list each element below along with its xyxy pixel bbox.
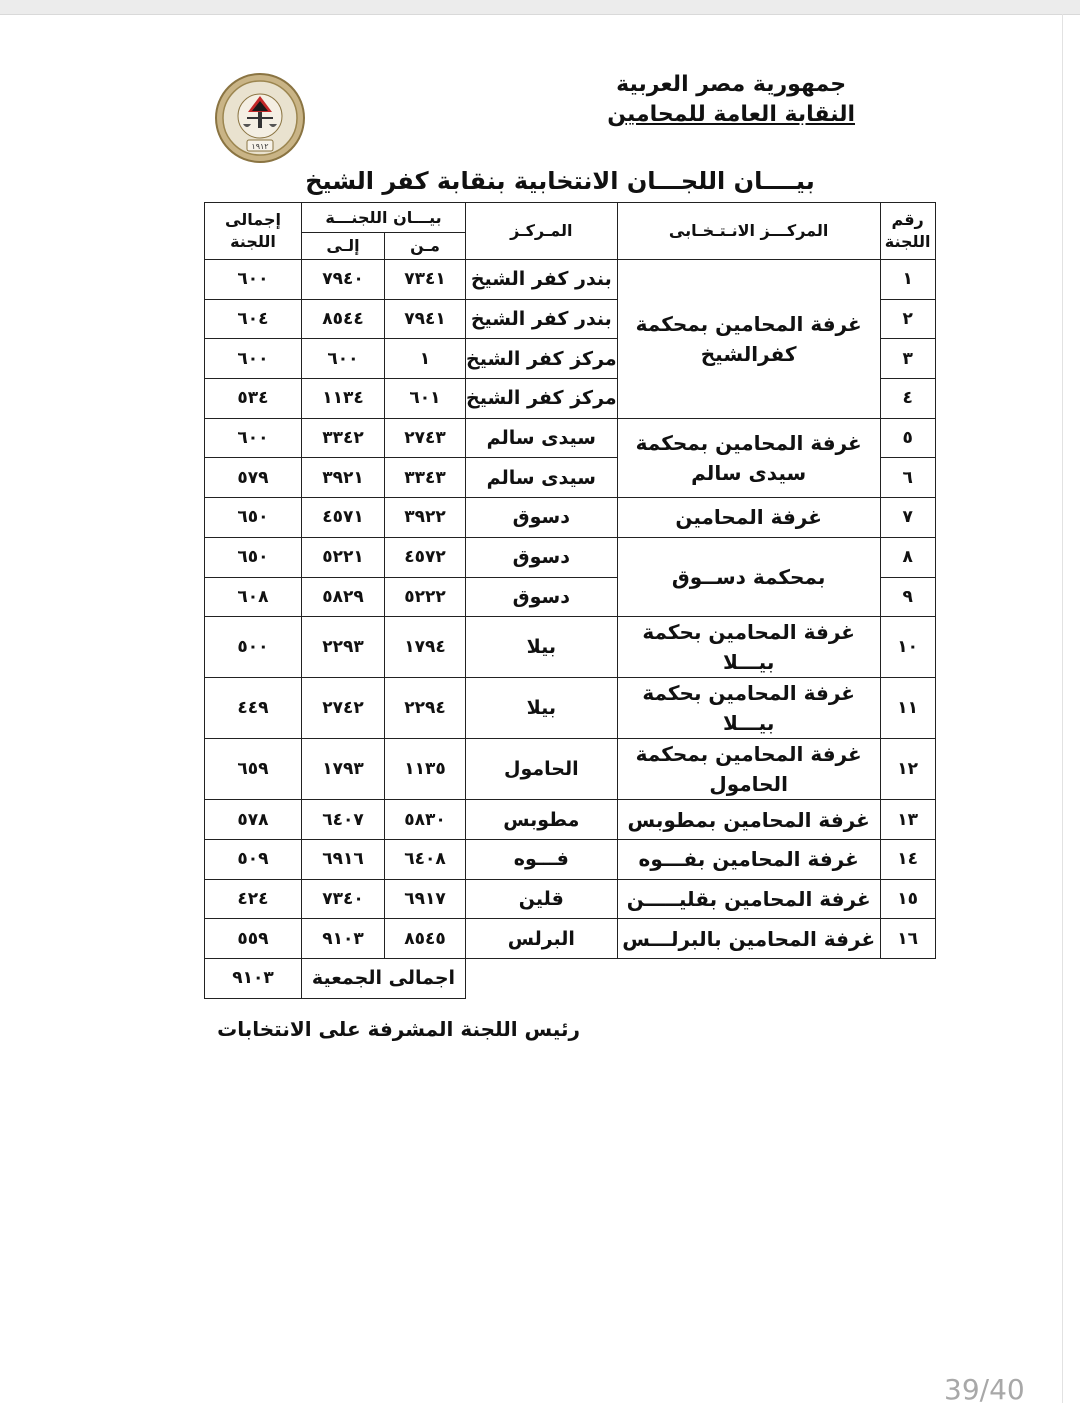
committee-no: ٤ [880,379,935,419]
range-to: ٥٢٢١ [302,537,385,577]
range-from: ٦٤٠٨ [385,839,466,879]
table-row [205,739,936,800]
committee-no: ١٦ [880,919,935,959]
committee-total: ٦٥٩ [205,739,302,800]
range-to: ٧٣٤٠ [302,879,385,919]
markaz: فـــوه [466,839,618,879]
range-from: ١٧٩٤ [385,617,466,678]
committee-no: ١٥ [880,879,935,919]
electoral-center: غرفة المحامين بفـــوه [617,839,880,879]
committee-no: ٩ [880,577,935,617]
grand-total-value: ٩١٠٣ [205,958,302,998]
range-to: ٦٠٠ [302,339,385,379]
markaz: الحامول [466,739,618,800]
range-from: ٦٩١٧ [385,879,466,919]
svg-text:١٩١٢: ١٩١٢ [251,142,269,151]
markaz: مركز كفر الشيخ [466,379,618,419]
table-row [205,498,936,538]
header-range: بيـــان اللجنـــة [302,203,466,233]
committee-total: ٥٥٩ [205,919,302,959]
range-to: ١١٣٤ [302,379,385,419]
committee-total: ٦٠٤ [205,299,302,339]
committee-total: ٦٠٨ [205,577,302,617]
range-from: ٣٣٤٣ [385,458,466,498]
table-row [205,260,936,300]
electoral-center: غرفة المحامين [617,498,880,538]
electoral-center: غرفة المحامين بمحكمة سيدى سالم [617,418,880,497]
range-from: ٥٨٣٠ [385,800,466,840]
electoral-center: بمحكمة دســوق [617,537,880,616]
range-to: ٧٩٤٠ [302,260,385,300]
electoral-center: غرفة المحامين بمطوبس [617,800,880,840]
range-to: ٦٩١٦ [302,839,385,879]
document-title: بيــــان اللجـــان الانتخابية بنقابة كفر الشيخ [305,167,815,195]
committee-no: ٦ [880,458,935,498]
range-from: ٣٩٢٢ [385,498,466,538]
table-row [205,879,936,919]
range-to: ٢٧٤٢ [302,678,385,739]
markaz: بندر كفر الشيخ [466,299,618,339]
electoral-center: غرفة المحامين بالبرلـــس [617,919,880,959]
committee-no: ١٠ [880,617,935,678]
header-committee-no: رقم اللجنة [880,203,935,260]
committee-no: ٢ [880,299,935,339]
committee-no: ١١ [880,678,935,739]
committee-total: ٥٠٠ [205,617,302,678]
table-row [205,617,936,678]
committee-total: ٤٤٩ [205,678,302,739]
header-to: إلـى [302,233,385,260]
committee-no: ١٢ [880,739,935,800]
committees-table [204,202,936,999]
electoral-center: غرفة المحامين بمحكمة الحامول [617,739,880,800]
range-to: ٤٥٧١ [302,498,385,538]
range-from: ٢٧٤٣ [385,418,466,458]
page-indicator: 39/40 [944,1373,1025,1406]
committee-total: ٦٠٠ [205,260,302,300]
table-row [205,537,936,577]
table-header-row [205,203,936,233]
table-row [205,418,936,458]
markaz: دسوق [466,498,618,538]
header-from: مـن [385,233,466,260]
range-from: ٥٢٢٢ [385,577,466,617]
range-from: ٧٣٤١ [385,260,466,300]
markaz: بيلا [466,678,618,739]
country-name: جمهورية مصر العربية [616,72,847,97]
committee-no: ١٤ [880,839,935,879]
header-total: إجمالى اللجنة [205,203,302,260]
committee-total: ٥٠٩ [205,839,302,879]
committee-no: ١٣ [880,800,935,840]
committee-total: ٤٢٤ [205,879,302,919]
markaz: بندر كفر الشيخ [466,260,618,300]
committee-no: ٣ [880,339,935,379]
header-electoral-center: المركـــز الانـتـخـابى [617,203,880,260]
electoral-center: غرفة المحامين بحكمة بيـــلا [617,617,880,678]
electoral-center: غرفة المحامين بقليـــــن [617,879,880,919]
table-row [205,919,936,959]
organization-header [607,70,855,130]
range-from: ٢٢٩٤ [385,678,466,739]
table-row [205,839,936,879]
range-from: ٧٩٤١ [385,299,466,339]
range-from: ٦٠١ [385,379,466,419]
committee-no: ١ [880,260,935,300]
committee-no: ٥ [880,418,935,458]
markaz: سيدى سالم [466,418,618,458]
markaz: قلين [466,879,618,919]
syndicate-name: النقابة العامة للمحامين [607,102,855,127]
committee-total: ٦٥٠ [205,498,302,538]
range-to: ٩١٠٣ [302,919,385,959]
committee-total: ٦٠٠ [205,339,302,379]
markaz: دسوق [466,577,618,617]
empty-cell [466,958,936,998]
committee-total: ٦٠٠ [205,418,302,458]
grand-total-label: اجمالى الجمعية [302,958,466,998]
range-to: ١٧٩٣ [302,739,385,800]
committee-total: ٥٧٨ [205,800,302,840]
range-to: ٣٩٢١ [302,458,385,498]
markaz: البرلس [466,919,618,959]
range-to: ٦٤٠٧ [302,800,385,840]
signature-line: رئيس اللجنة المشرفة على الانتخابات [217,1017,580,1041]
markaz: مطوبس [466,800,618,840]
grand-total-row [205,958,936,998]
markaz: سيدى سالم [466,458,618,498]
range-from: ٤٥٧٢ [385,537,466,577]
electoral-center: غرفة المحامين بحكمة بيـــلا [617,678,880,739]
markaz: بيلا [466,617,618,678]
committee-total: ٥٣٤ [205,379,302,419]
committee-total: ٥٧٩ [205,458,302,498]
viewer-scroll-edge [1062,14,1063,1403]
markaz: مركز كفر الشيخ [466,339,618,379]
range-from: ٨٥٤٥ [385,919,466,959]
syndicate-seal-logo [214,72,306,164]
viewer-top-bar [0,0,1080,15]
range-from: ١١٣٥ [385,739,466,800]
markaz: دسوق [466,537,618,577]
range-from: ١ [385,339,466,379]
committee-no: ٨ [880,537,935,577]
range-to: ٥٨٢٩ [302,577,385,617]
table-row [205,678,936,739]
header-markaz: المـركـز [466,203,618,260]
range-to: ٢٢٩٣ [302,617,385,678]
range-to: ٨٥٤٤ [302,299,385,339]
range-to: ٣٣٤٢ [302,418,385,458]
electoral-center: غرفة المحامين بمحكمة كفرالشيخ [617,260,880,419]
committee-no: ٧ [880,498,935,538]
committee-total: ٦٥٠ [205,537,302,577]
table-row [205,800,936,840]
